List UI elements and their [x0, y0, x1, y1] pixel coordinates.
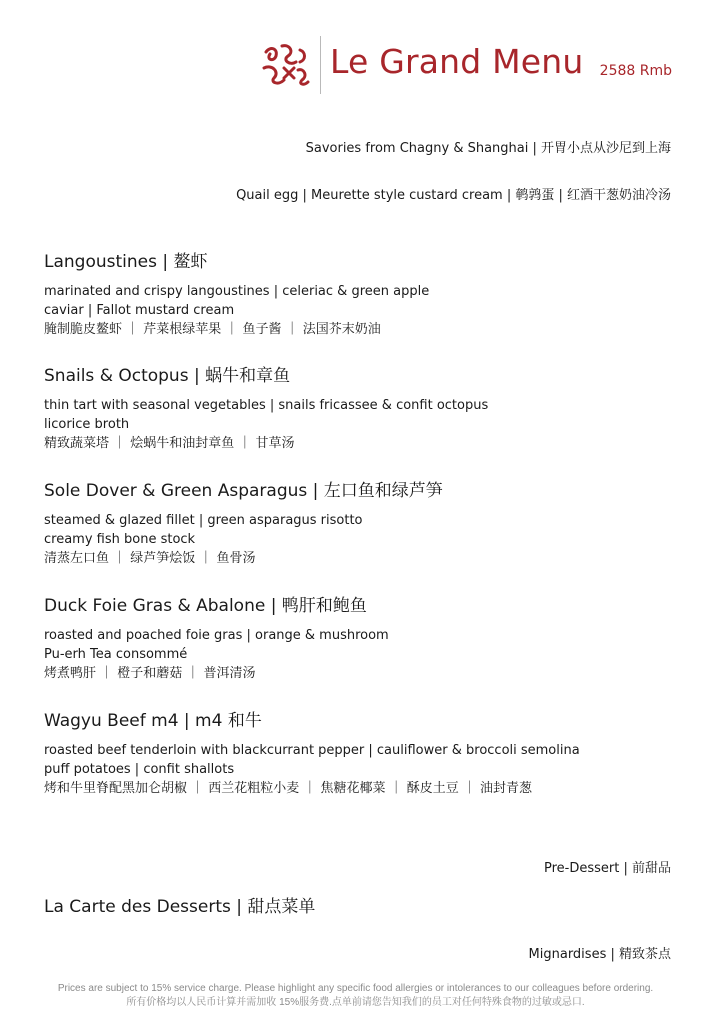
course-sole-dover: [44, 481, 684, 568]
menu-header: [260, 36, 672, 96]
intro-quail-egg: Quail egg | Meurette style custard cream | 鹌鹑蛋 | 红酒干葱奶油冷汤: [236, 188, 671, 203]
course-description-zh: 精致蔬菜塔 ｜ 烩蜗牛和油封章鱼 ｜ 甘草汤: [44, 436, 295, 451]
course-description: steamed & glazed fillet | green asparagus risotto: [44, 513, 363, 528]
desserts-section: [44, 897, 684, 927]
footer-note-zh: 所有价格均以人民币计算并需加收 15%服务费.点单前请您告知我们的员工对任何特殊食物的过敏或忌口.: [126, 997, 585, 1008]
course-description-zh: 清蒸左口鱼 ｜ 绿芦笋烩饭 ｜ 鱼骨汤: [44, 551, 256, 566]
service-charge-footer: [0, 982, 711, 1010]
course-title: Sole Dover & Green Asparagus | 左口鱼和绿芦笋: [44, 481, 443, 501]
pre-dessert: Pre-Dessert | 前甜品: [544, 861, 671, 876]
course-description: roasted beef tenderloin with blackcurrant pepper | cauliflower & broccoli semolina: [44, 743, 580, 758]
course-description-zh: 腌制脆皮鳌虾 ｜ 芹菜根绿苹果 ｜ 鱼子酱 ｜ 法国芥末奶油: [44, 322, 381, 337]
course-title: Snails & Octopus | 蜗牛和章鱼: [44, 366, 291, 386]
course-wagyu-beef: [44, 711, 684, 798]
course-snails-octopus: [44, 366, 684, 453]
desserts-title: La Carte des Desserts | 甜点菜单: [44, 897, 316, 917]
course-description: thin tart with seasonal vegetables | snails fricassee & confit octopus: [44, 398, 489, 413]
course-duck-foie-gras: [44, 596, 684, 683]
course-description-zh: 烤和牛里脊配黑加仑胡椒 ｜ 西兰花粗粒小麦 ｜ 焦糖花椰菜 ｜ 酥皮土豆 ｜ 油封青葱: [44, 781, 533, 796]
header-divider: [320, 36, 321, 94]
footer-note-en: Prices are subject to 15% service charge. Please highlight any specific food allergies or intolerances to our colleagues before ordering.: [57, 983, 654, 994]
course-description: marinated and crispy langoustines | celeriac & green apple: [44, 284, 430, 299]
course-description: roasted and poached foie gras | orange & mushroom: [44, 628, 389, 643]
course-description: Pu-erh Tea consommé: [44, 647, 188, 662]
course-langoustines: [44, 252, 684, 339]
course-description-zh: 烤煮鸭肝 ｜ 橙子和蘑菇 ｜ 普洱清汤: [44, 666, 256, 681]
mignardises: Mignardises | 精致茶点: [528, 947, 671, 962]
course-description: caviar | Fallot mustard cream: [44, 303, 235, 318]
intro-savories: Savories from Chagny & Shanghai | 开胃小点从沙尼到上海: [305, 141, 671, 156]
course-description: licorice broth: [44, 417, 130, 432]
course-title: Wagyu Beef m4 | m4 和牛: [44, 711, 262, 731]
course-description: creamy fish bone stock: [44, 532, 196, 547]
course-title: Langoustines | 鳌虾: [44, 252, 208, 272]
course-title: Duck Foie Gras & Abalone | 鸭肝和鲍鱼: [44, 596, 367, 616]
course-description: puff potatoes | confit shallots: [44, 762, 235, 777]
menu-title: Le Grand Menu: [330, 42, 584, 81]
restaurant-logo-icon: [260, 42, 310, 88]
menu-price: 2588 Rmb: [599, 63, 672, 79]
